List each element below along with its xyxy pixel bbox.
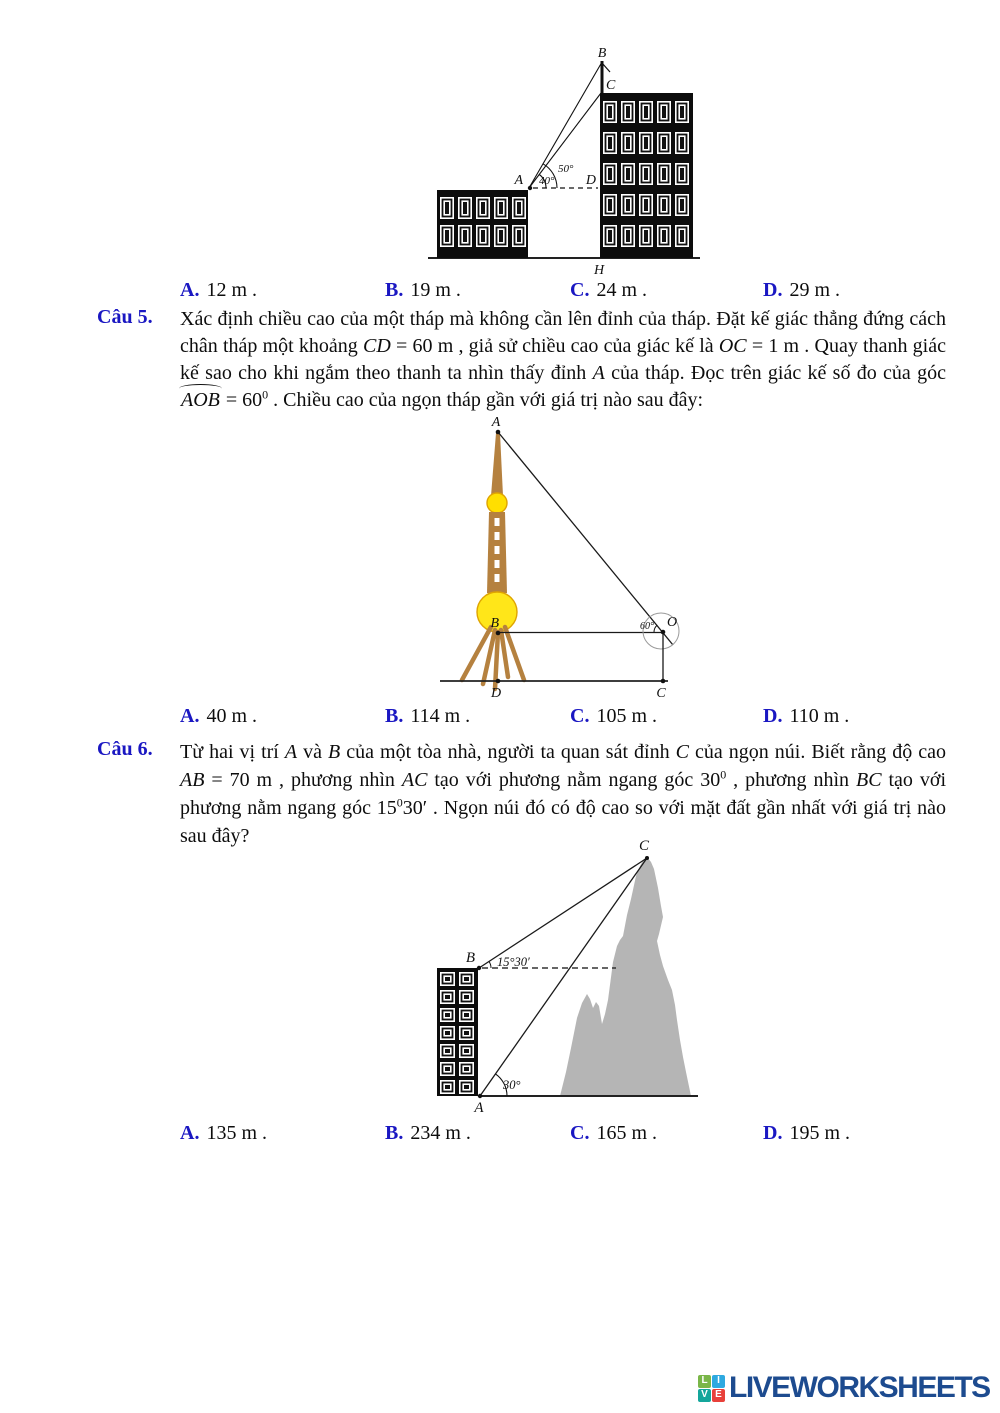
option-2a[interactable] [180,705,257,728]
logo-square-i: I [712,1375,725,1388]
option-value: 40 m . [206,705,258,727]
option-3b[interactable] [385,1122,471,1145]
option-letter: C. [570,1122,590,1144]
option-letter: B. [385,705,404,727]
option-value: 110 m . [789,705,850,727]
option-letter: A. [180,705,200,727]
label-angle-40: 40° [539,175,555,187]
option-1a[interactable] [180,279,257,302]
diagram-tower [435,412,680,704]
answer-row-3 [0,1122,1000,1148]
label-A: A [474,1100,484,1116]
angle-arc-15-30 [489,961,491,968]
label-angle-60: 60° [640,621,654,632]
option-letter: A. [180,1122,200,1144]
label-D: D [490,686,502,701]
question6-label: Câu 6. [97,738,153,760]
label-A: A [491,415,501,430]
option-2c[interactable] [570,705,657,728]
label-B: B [465,950,475,966]
tower-structure [462,433,524,689]
short-building [437,190,528,258]
logo-square-e: E [712,1389,725,1402]
question6-text: Từ hai vị trí A và B của một tòa nhà, người ta quan sát đỉnh C của ngọn núi. Biết rằng độ cao AB = 70 m , phương nhìn AC tạo với phương nằm ngang góc $30^0$ , phương nhìn BC tạo với phương nằm ngang góc $15^030'$ . Ngọn núi đó có độ cao so với mặt đất gần nhất với giá trị nào sau đây? [180,741,947,847]
option-value: 24 m . [596,279,648,301]
angle-arc-60 [654,625,657,632]
option-2d[interactable] [763,705,849,728]
question5-label: Câu 5. [97,306,153,328]
label-D: D [585,173,596,188]
option-letter: C. [570,705,590,727]
label-angle-30: 30° [503,1078,521,1092]
point-C-dot [645,856,649,860]
tower-small-sphere [487,493,507,513]
option-letter: C. [570,279,590,301]
tall-building [600,93,693,258]
option-letter: A. [180,279,200,301]
option-1d[interactable] [763,279,840,302]
point-B-dot [477,966,481,970]
option-letter: D. [763,1122,783,1144]
point-A-dot [496,430,501,435]
logo-square-l: L [698,1375,711,1388]
option-2b[interactable] [385,705,470,728]
label-B: B [597,46,607,61]
diagram-two-buildings [425,38,705,280]
observer-building [437,968,478,1096]
point-C-dot [661,679,666,684]
option-value: 114 m . [410,705,471,727]
sight-line-AO [498,432,673,645]
option-3a[interactable] [180,1122,267,1145]
point-A-dot [478,1094,482,1098]
mountain-silhouette [560,857,691,1096]
answer-row-2 [0,705,1000,731]
option-value: 234 m . [410,1122,471,1144]
option-letter: D. [763,279,783,301]
option-3d[interactable] [763,1122,850,1145]
option-value: 105 m . [596,705,658,727]
liveworksheets-logo[interactable] [698,1371,990,1405]
option-value: 135 m . [206,1122,268,1144]
point-O-dot [661,630,666,635]
option-value: 19 m . [410,279,461,301]
label-angle-15-30: 15°30′ [497,955,530,969]
label-O: O [667,615,678,630]
option-1c[interactable] [570,279,647,302]
label-angle-50: 50° [558,163,574,175]
liveworksheets-logo-icon [698,1375,725,1402]
answer-row-1 [0,279,1000,305]
label-C: C [638,838,650,854]
option-value: 29 m . [789,279,841,301]
point-A-dot [528,186,532,190]
point-D-dot [496,679,501,684]
option-value: 12 m . [206,279,258,301]
tower-legs [462,627,524,689]
label-C: C [656,686,666,701]
label-B: B [490,616,499,631]
option-3c[interactable] [570,1122,657,1145]
label-H: H [593,263,605,278]
label-C: C [606,78,616,93]
label-A: A [514,173,523,188]
question5-text: Xác định chiều cao của một tháp mà không cần lên đỉnh của tháp. Đặt kế giác thẳng đứng cách chân tháp một khoảng CD = 60 m , giả sử chiều cao của giác kế là OC = 1 m . Quay thanh giác kế sao cho khi ngắm theo thanh ta nhìn thấy đỉnh A của tháp. Đọc trên giác kế số đo của góc AOB = $60^0$ . Chiều cao của ngọn tháp gần với giá trị nào sau đây: [180,306,946,414]
option-letter: B. [385,1122,404,1144]
point-B-dot [496,631,501,636]
logo-square-v: V [698,1389,711,1402]
option-letter: D. [763,705,783,727]
option-1b[interactable] [385,279,461,302]
logo-wordmark: LIVEWORKSHEETS [729,1371,990,1404]
option-value: 195 m . [789,1122,851,1144]
diagram-mountain [425,838,715,1116]
option-letter: B. [385,279,404,301]
option-value: 165 m . [596,1122,658,1144]
